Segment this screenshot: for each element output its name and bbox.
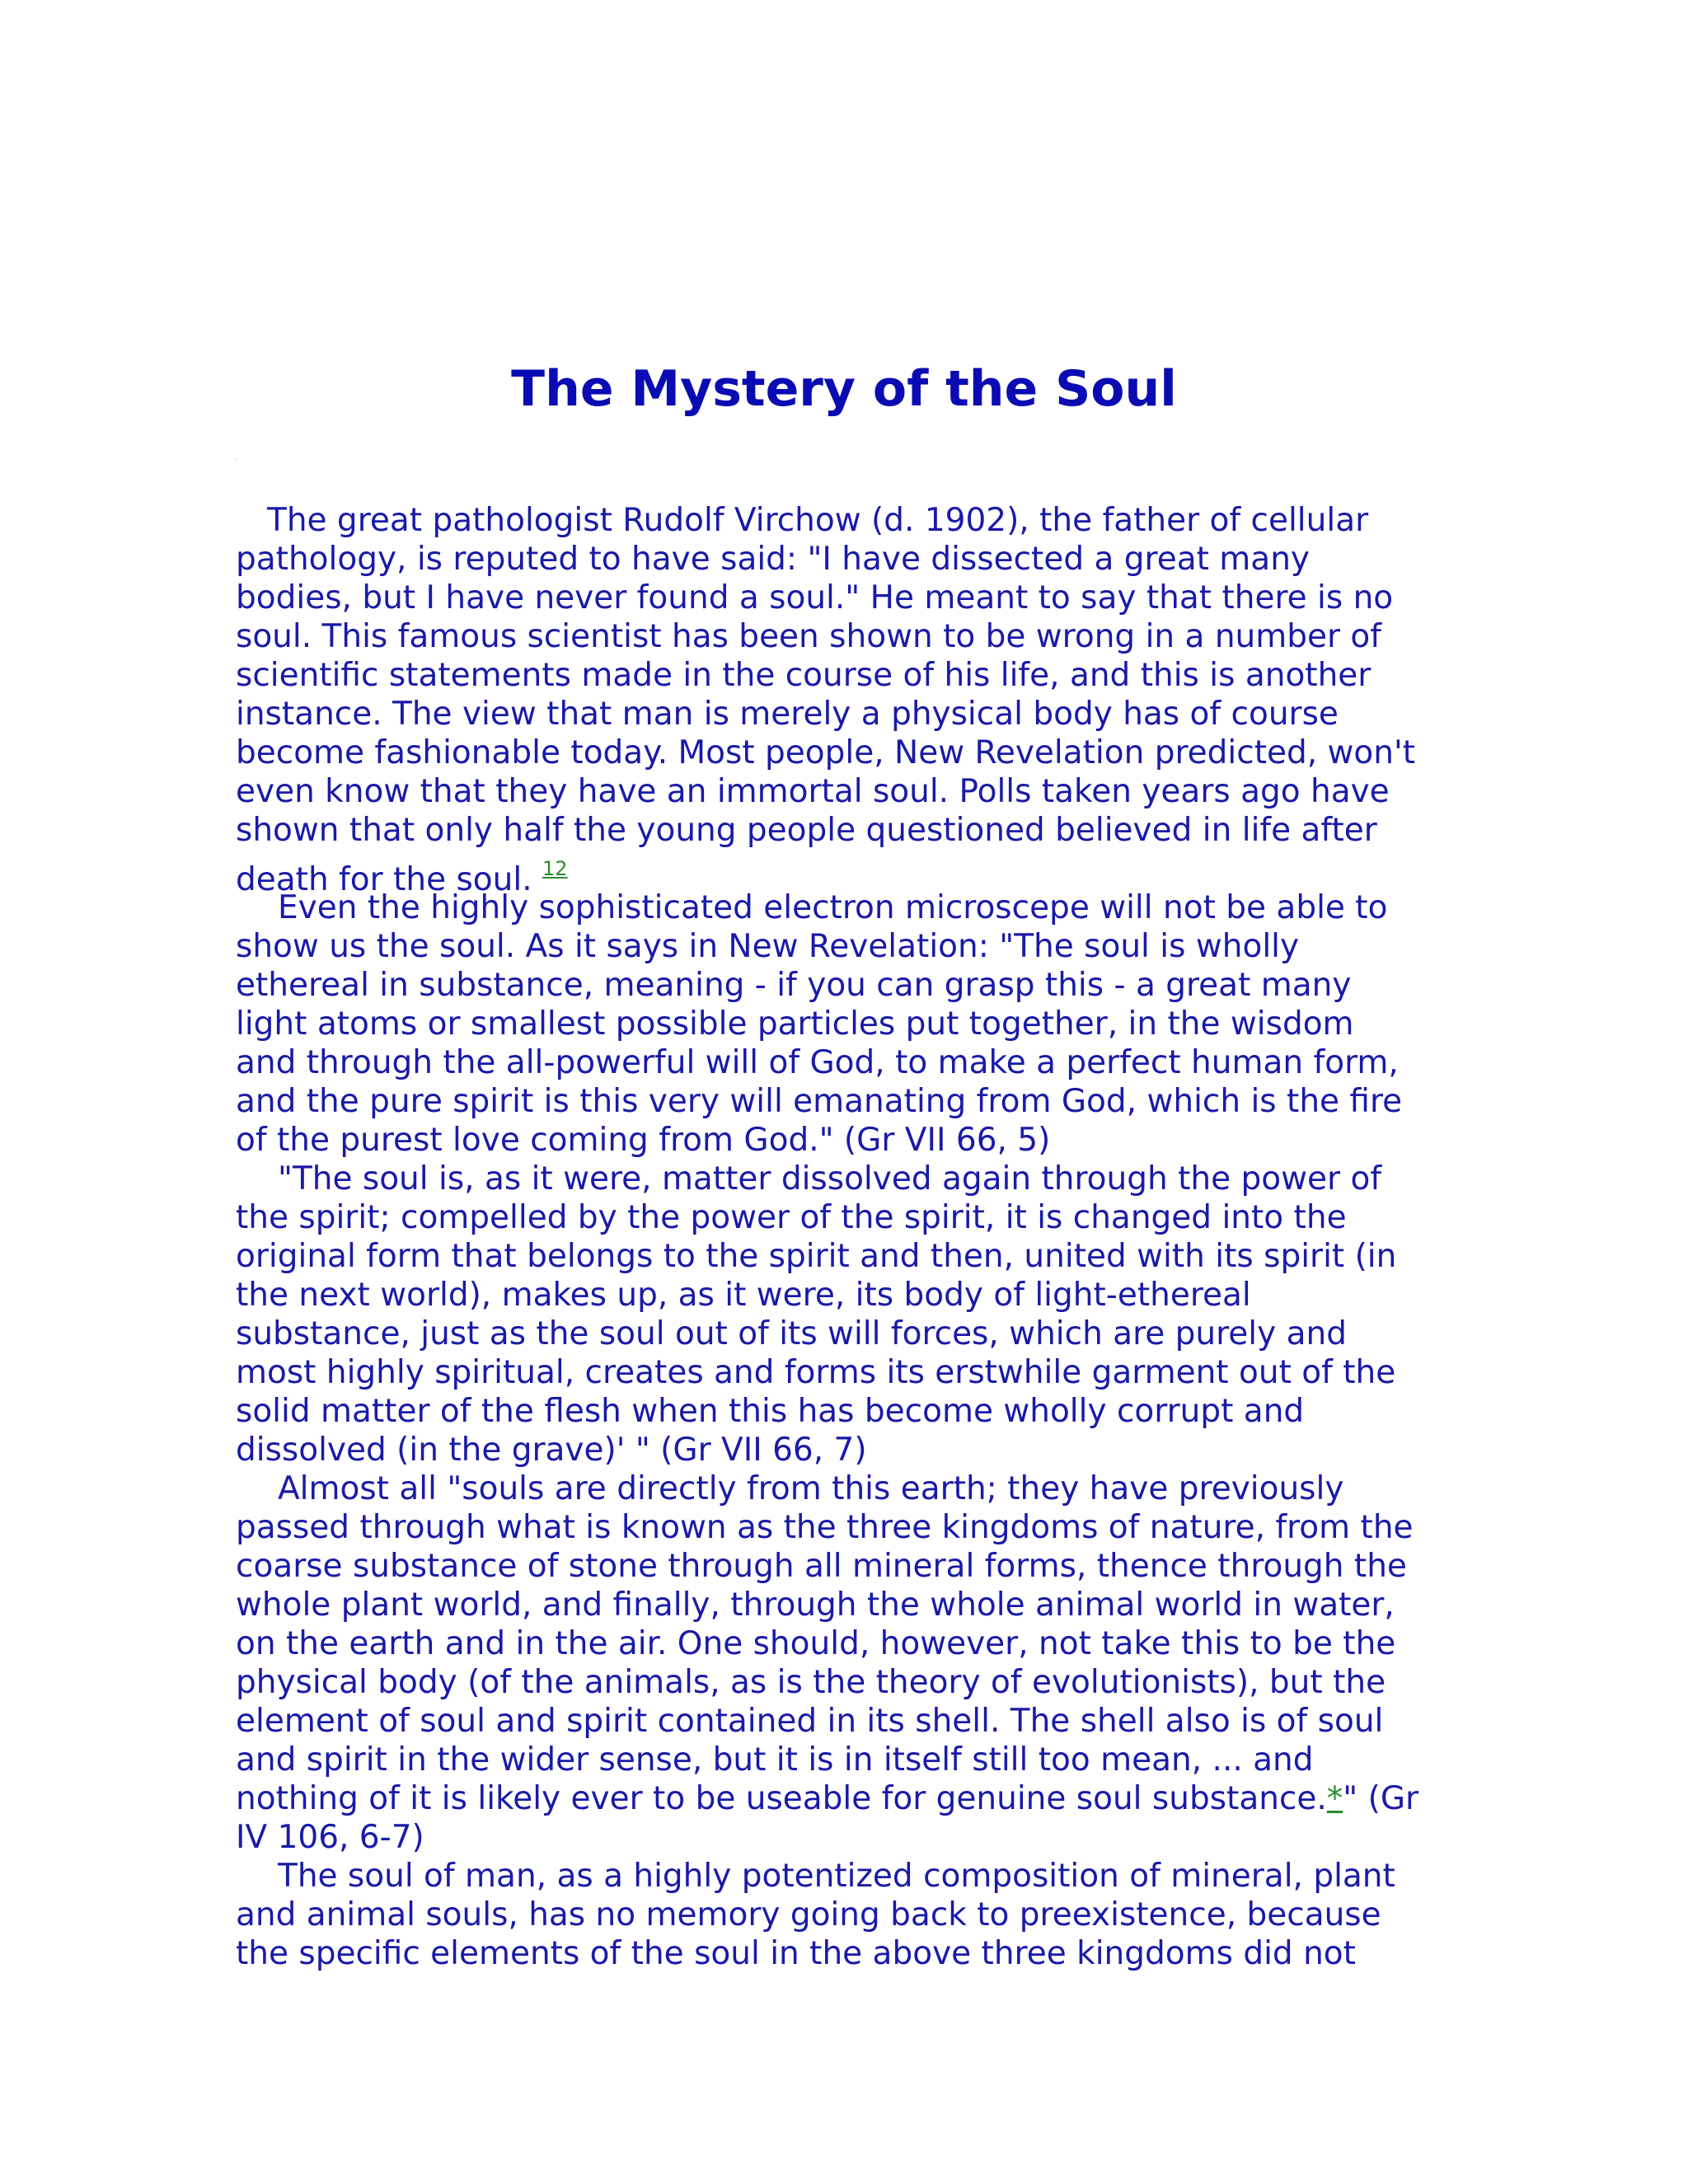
- text-line: bodies, but I have never found a soul." He meant to say that there is no: [236, 579, 1394, 616]
- text-line: and the pure spirit is this very will emanating from God, which is the fire: [236, 1083, 1403, 1120]
- text-fragment: nothing of it is likely ever to be useable for genuine soul substance.: [236, 1780, 1327, 1817]
- text-line: and animal souls, has no memory going back to preexistence, because: [236, 1896, 1381, 1933]
- text-line: "The soul is, as it were, matter dissolved again through the power of: [278, 1160, 1382, 1197]
- text-line: on the earth and in the air. One should, however, not take this to be the: [236, 1625, 1396, 1662]
- text-line: and spirit in the wider sense, but it is in itself still too mean, ... and: [236, 1741, 1314, 1779]
- text-line: element of soul and spirit contained in its shell. The shell also is of soul: [236, 1703, 1384, 1740]
- text-line-with-footnote: [236, 850, 1472, 898]
- text-line: passed through what is known as the three kingdoms of nature, from the: [236, 1509, 1414, 1546]
- footnote-link[interactable]: 12: [542, 857, 568, 880]
- text-line: substance, just as the soul out of its will forces, which are purely and: [236, 1315, 1347, 1352]
- text-line: of the purest love coming from God." (Gr VII 66, 5): [236, 1122, 1051, 1159]
- text-line: the next world), makes up, as it were, its body of light-ethereal: [236, 1277, 1251, 1314]
- text-line-with-asterisk: [236, 1779, 1472, 1818]
- text-line: The soul of man, as a highly potentized composition of mineral, plant: [278, 1858, 1395, 1895]
- text-line: The great pathologist Rudolf Virchow (d. 1902), the father of cellular: [267, 502, 1369, 539]
- text-line: soul. This famous scientist has been shown to be wrong in a number of: [236, 618, 1382, 655]
- text-line: physical body (of the animals, as is the theory of evolutionists), but the: [236, 1664, 1386, 1701]
- text-line: even know that they have an immortal soul. Polls taken years ago have: [236, 773, 1390, 810]
- text-line: shown that only half the young people questioned believed in life after: [236, 812, 1377, 849]
- text-line: Almost all "souls are directly from this earth; they have previously: [278, 1470, 1344, 1507]
- text-line: show us the soul. As it says in New Revelation: "The soul is wholly: [236, 928, 1300, 965]
- text-line: the specific elements of the soul in the above three kingdoms did not: [236, 1935, 1356, 1972]
- page-title: The Mystery of the Soul: [511, 360, 1177, 418]
- text-line: instance. The view that man is merely a physical body has of course: [236, 696, 1339, 733]
- text-line: become fashionable today. Most people, New Revelation predicted, won't: [236, 734, 1416, 771]
- text-fragment: " (Gr: [1343, 1780, 1419, 1817]
- text-line: whole plant world, and finally, through the whole animal world in water,: [236, 1586, 1395, 1624]
- document-body: [236, 501, 1472, 1973]
- text-line: IV 106, 6-7): [236, 1819, 424, 1856]
- text-fragment: death for the soul.: [236, 861, 543, 898]
- text-line: solid matter of the flesh when this has become wholly corrupt and: [236, 1393, 1305, 1430]
- text-line: most highly spiritual, creates and forms its erstwhile garment out of the: [236, 1354, 1396, 1391]
- asterisk-note-link[interactable]: *: [1326, 1780, 1343, 1817]
- text-line: original form that belongs to the spirit and then, united with its spirit (in: [236, 1238, 1397, 1275]
- text-line: Even the highly sophisticated electron microscepe will not be able to: [278, 889, 1388, 926]
- text-line: light atoms or smallest possible particles put together, in the wisdom: [236, 1005, 1354, 1043]
- text-line: coarse substance of stone through all mineral forms, thence through the: [236, 1548, 1407, 1585]
- text-line: pathology, is reputed to have said: "I have dissected a great many: [236, 541, 1310, 578]
- text-line: ethereal in substance, meaning - if you can grasp this - a great many: [236, 967, 1352, 1004]
- text-line: the spirit; compelled by the power of the spirit, it is changed into the: [236, 1199, 1347, 1236]
- text-line: and through the all-powerful will of God, to make a perfect human form,: [236, 1044, 1399, 1081]
- page-artifact-dot: [236, 458, 237, 460]
- text-line: dissolved (in the grave)' " (Gr VII 66, 7): [236, 1432, 867, 1469]
- text-line: scientific statements made in the course of his life, and this is another: [236, 657, 1372, 694]
